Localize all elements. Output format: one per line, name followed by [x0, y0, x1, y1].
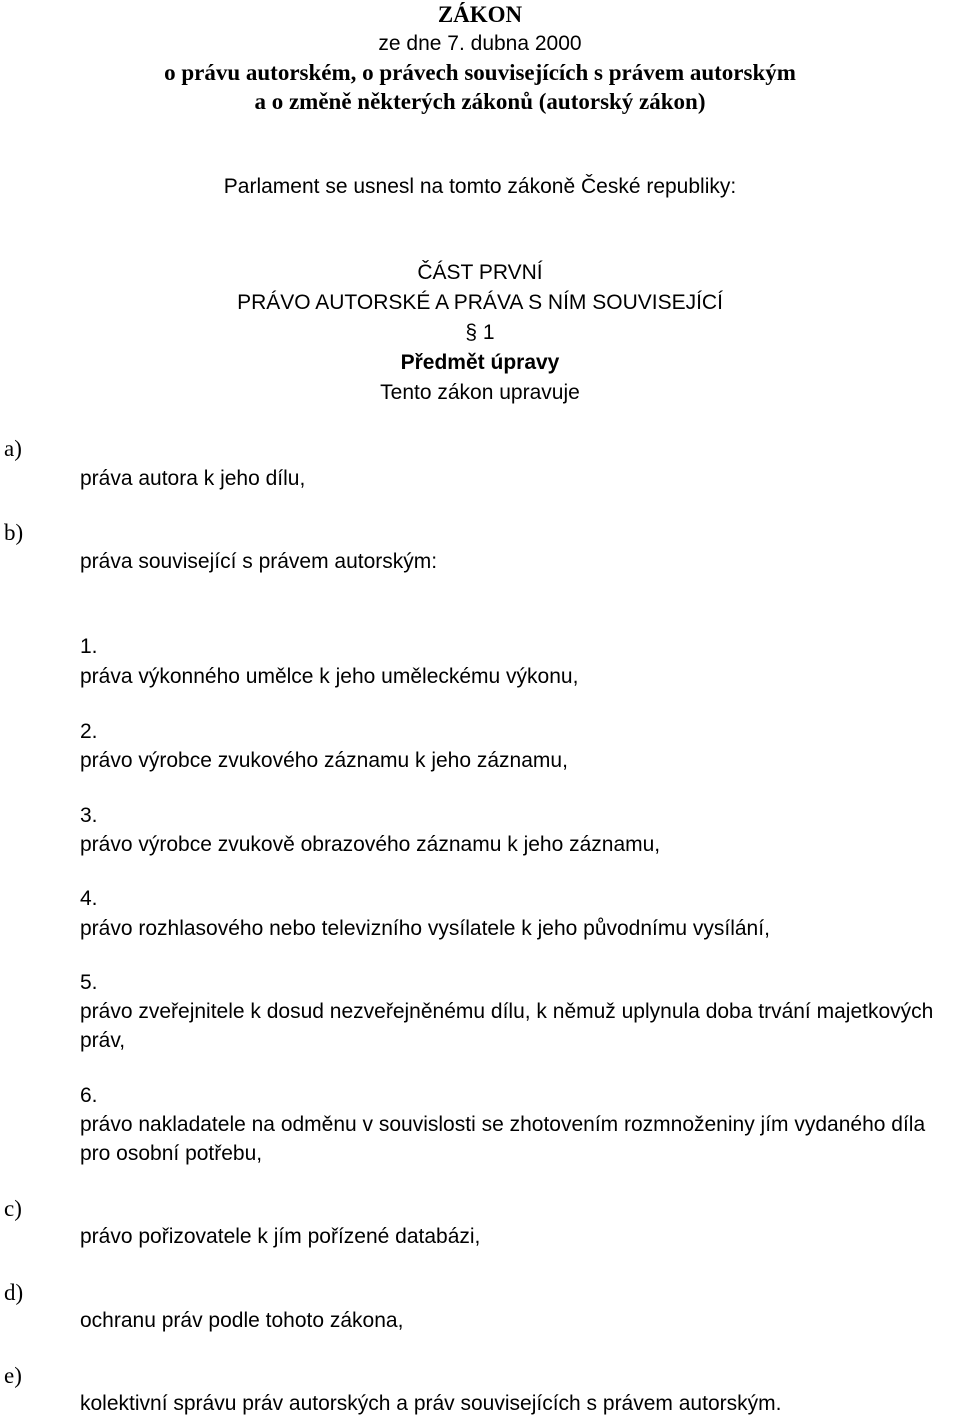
item-c-text: právo pořizovatele k jím pořízené databázi, [80, 1225, 481, 1248]
item-a-marker: a) [4, 436, 22, 461]
law-date: ze dne 7. dubna 2000 [378, 32, 582, 55]
item-c-marker: c) [4, 1196, 22, 1221]
item-b-text: práva související s právem autorským: [80, 550, 438, 573]
subitem-2-text: právo výrobce zvukového záznamu k jeho záznamu, [80, 749, 568, 772]
section-number: 1 [482, 321, 495, 344]
subitem-5-number: 5. [80, 971, 98, 994]
law-subtitle-line1: o právu autorském, o právech souvisejících s právem autorským [164, 60, 796, 85]
section-sign-icon: § [465, 321, 478, 344]
item-d-text: ochranu práv podle tohoto zákona, [80, 1309, 404, 1332]
subitem-4-text: právo rozhlasového nebo televizního vysílatele k jeho původnímu vysílání, [80, 917, 770, 940]
subitem-4-number: 4. [80, 887, 98, 910]
subitem-6-number: 6. [80, 1084, 98, 1107]
subitem-3-number: 3. [80, 804, 98, 827]
item-b-marker: b) [4, 520, 24, 545]
item-d-marker: d) [4, 1280, 24, 1305]
subitem-2-number: 2. [80, 720, 98, 743]
subitem-1-number: 1. [80, 635, 98, 658]
item-a-text: práva autora k jeho dílu, [80, 467, 306, 490]
subitem-5-text: právo zveřejnitele k dosud nezveřejněnému dílu, k němuž uplynula doba trvání majetkových práv, [80, 1000, 934, 1052]
item-e-marker: e) [4, 1363, 22, 1388]
part-heading: ČÁST PRVNÍ [417, 261, 543, 284]
item-e-text: kolektivní správu práv autorských a práv souvisejících s právem autorským. [80, 1392, 782, 1415]
law-subtitle-line2: a o změně některých zákonů (autorský zákon) [254, 89, 706, 114]
subitem-1-text: práva výkonného umělce k jeho uměleckému výkonu, [80, 665, 579, 688]
subitem-6-text: právo nakladatele na odměnu v souvislosti se zhotovením rozmnoženiny jím vydaného díla pro osobní potřebu, [80, 1113, 926, 1165]
section-intro: Tento zákon upravuje [380, 381, 580, 404]
section-title: Předmět úpravy [400, 351, 560, 374]
subitem-3-text: právo výrobce zvukově obrazového záznamu k jeho záznamu, [80, 833, 661, 856]
law-title: ZÁKON [437, 2, 523, 27]
part-title: PRÁVO AUTORSKÉ A PRÁVA S NÍM SOUVISEJÍCÍ [237, 291, 723, 314]
section-heading [0, 318, 960, 348]
preamble: Parlament se usnesl na tomto zákoně České republiky: [223, 175, 737, 198]
